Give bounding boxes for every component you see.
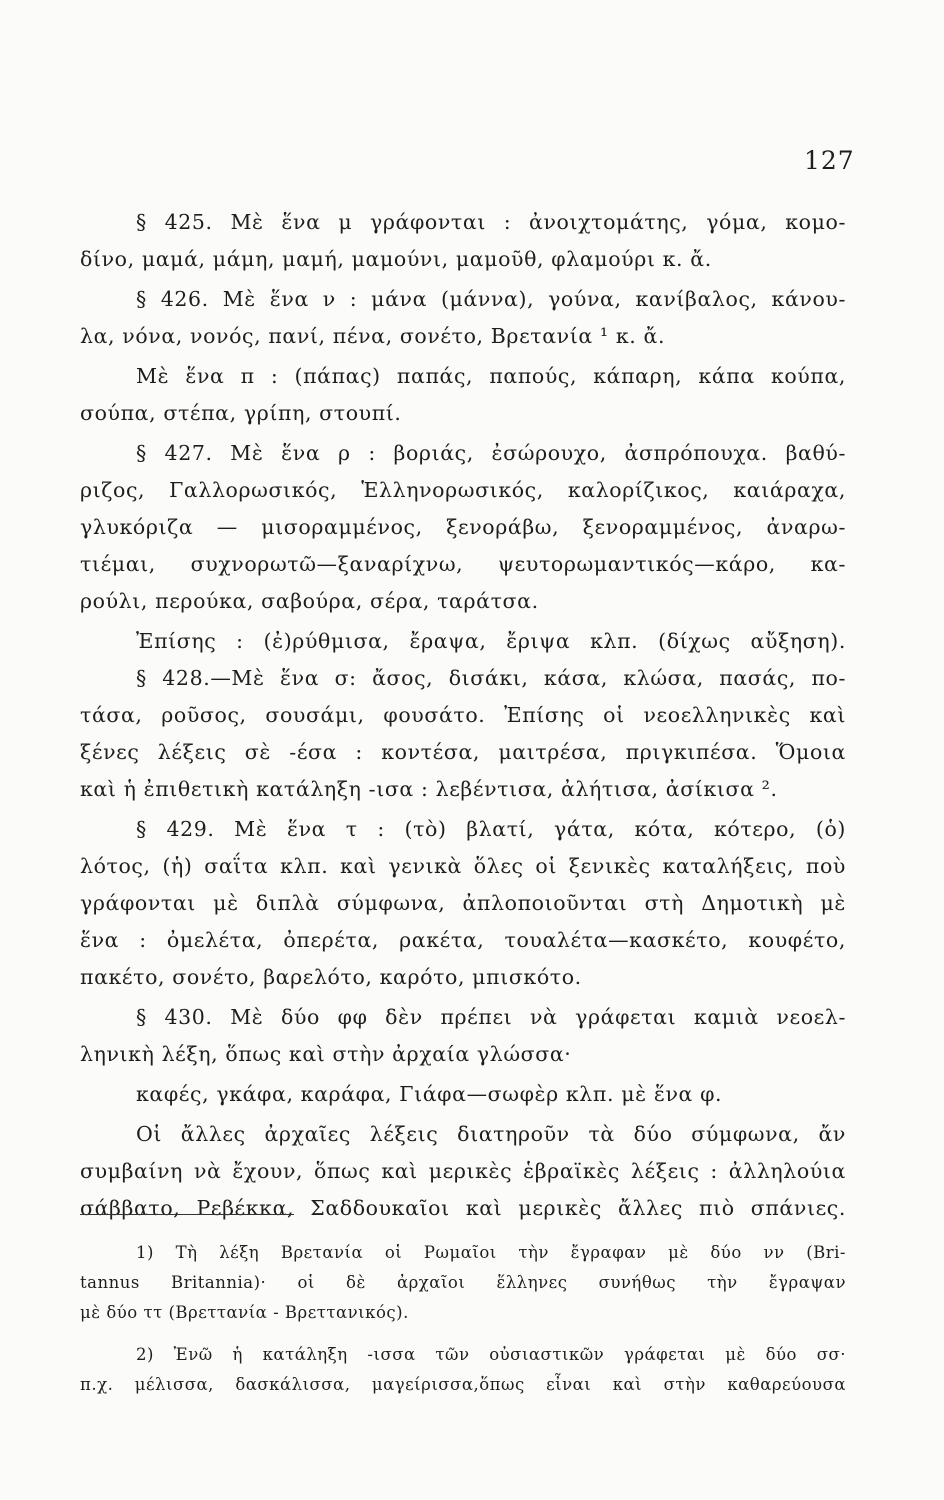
body-text: λότος, (ἡ) σαΐτα κλπ. καὶ γενικὰ ὅλες οἱ ξενικὲς καταλήξεις, ποὺ bbox=[80, 854, 846, 878]
footnote-line bbox=[80, 1340, 846, 1370]
footnote-text: 2) Ἐνῶ ἡ κατάληξη -ισσα τῶν οὐσιαστικῶν γράφεται μὲ δύο σσ· bbox=[136, 1345, 846, 1364]
body-line bbox=[80, 546, 846, 583]
body-text: ληνικὴ λέξη, ὅπως καὶ στὴν ἀρχαία γλώσσα· bbox=[80, 1042, 572, 1066]
body-text: ριζος, Γαλλορωσικός, Ἑλληνορωσικός, καλορίζικος, καιάραχα, bbox=[80, 478, 846, 502]
page-number: 127 bbox=[804, 146, 855, 175]
body-text: τιέμαι, συχνορωτῶ—ξαναρίχνω, ψευτορωμαντικός—κάρο, κα- bbox=[80, 552, 846, 576]
footnote-text: tannus Britannia)· οἱ δὲ ἀρχαῖοι ἕλληνες συνήθως τὴν ἔγραψαν bbox=[80, 1273, 846, 1292]
body-text: καὶ ἡ ἐπιθετικὴ κατάληξη -ισα : λεβέντισα, ἀλήτισα, ἀσίκισα ². bbox=[80, 777, 778, 801]
body-line bbox=[80, 204, 846, 241]
footnote-divider bbox=[80, 1214, 294, 1215]
body-text: συμβαίνη νὰ ἔχουν, ὅπως καὶ μερικὲς ἑβραϊκὲς λέξεις : ἀλληλούια bbox=[80, 1159, 846, 1183]
body-text: § 426. Μὲ ἕνα ν : μάνα (μάννα), γούνα, κανίβαλος, κάνου- bbox=[136, 287, 846, 311]
footnote-line bbox=[80, 1268, 846, 1298]
body-line bbox=[80, 623, 846, 660]
body-text: Οἱ ἄλλες ἀρχαῖες λέξεις διατηροῦν τὰ δύο σύμφωνα, ἄν bbox=[136, 1122, 846, 1146]
body-line bbox=[80, 1076, 846, 1113]
footnote-line bbox=[80, 1370, 846, 1400]
body-line bbox=[80, 241, 846, 278]
body-text: γλυκόριζα — μισοραμμένος, ξενοράβω, ξενοραμμένος, ἀναρω- bbox=[80, 515, 846, 539]
body-text: σούπα, στέπα, γρίπη, στουπί. bbox=[80, 401, 402, 425]
body-text: γράφονται μὲ διπλὰ σύμφωνα, ἀπλοποιοῦνται στὴ Δημοτικὴ μὲ bbox=[80, 891, 846, 915]
footnote-line bbox=[80, 1298, 846, 1328]
body-line bbox=[80, 999, 846, 1036]
footnote-text: π.χ. μέλισσα, δασκάλισσα, μαγείρισσα,ὅπως εἶναι καὶ στὴν καθαρεύουσα bbox=[80, 1375, 846, 1394]
body-text: § 425. Μὲ ἕνα μ γράφονται : ἀνοιχτομάτης, γόμα, κομο- bbox=[136, 210, 846, 234]
body-line bbox=[80, 811, 846, 848]
body-text: τάσα, ροῦσος, σουσάμι, φουσάτο. Ἐπίσης οἱ νεοελληνικὲς καὶ bbox=[80, 703, 846, 727]
body-text: ρούλι, περούκα, σαβούρα, σέρα, ταράτσα. bbox=[80, 589, 539, 613]
body-text: δίνο, μαμά, μάμη, μαμή, μαμούνι, μαμοῦθ, φλαμούρι κ. ἄ. bbox=[80, 247, 712, 271]
body-text: § 427. Μὲ ἕνα ρ : βοριάς, ἐσώρουχο, ἀσπρόπουχα. βαθύ- bbox=[136, 441, 846, 465]
body-line bbox=[80, 922, 846, 959]
body-line bbox=[80, 435, 846, 472]
body-line bbox=[80, 771, 846, 808]
body-text: ἕνα : ὀμελέτα, ὀπερέτα, ρακέτα, τουαλέτα—κασκέτο, κουφέτο, bbox=[80, 928, 846, 952]
body-line bbox=[80, 959, 846, 996]
footnote-text: 1) Τὴ λέξη Βρετανία οἱ Ρωμαῖοι τὴν ἔγραφαν μὲ δύο νν (Bri- bbox=[136, 1243, 846, 1262]
body-line bbox=[80, 395, 846, 432]
footnote-line bbox=[80, 1238, 846, 1268]
footnote-text: μὲ δύο ττ (Βρεττανία - Βρεττανικός). bbox=[80, 1303, 409, 1322]
body-line bbox=[80, 509, 846, 546]
body-text: Ἐπίσης : (ἐ)ρύθμισα, ἔραψα, ἔριψα κλπ. (δίχως αὔξηση). bbox=[136, 629, 846, 653]
body-line bbox=[80, 281, 846, 318]
body-text: § 430. Μὲ δύο φφ δὲν πρέπει νὰ γράφεται καμιὰ νεοελ- bbox=[136, 1005, 846, 1029]
body-text: § 428.—Μὲ ἕνα σ: ἄσος, δισάκι, κάσα, κλώσα, πασάς, πο- bbox=[136, 666, 846, 690]
body-line bbox=[80, 697, 846, 734]
body-line bbox=[80, 734, 846, 771]
body-text: λα, νόνα, νονός, πανί, πένα, σονέτο, Βρετανία ¹ κ. ἄ. bbox=[80, 324, 666, 348]
body-line bbox=[80, 1153, 846, 1190]
body-text: σάββατο, Ρεβέκκα, Σαδδουκαῖοι καὶ μερικὲς ἄλλες πιὸ σπάνιες. bbox=[80, 1196, 846, 1220]
body-line bbox=[80, 1116, 846, 1153]
body-line bbox=[80, 318, 846, 355]
body-text: καφές, γκάφα, καράφα, Γιάφα—σωφὲρ κλπ. μὲ ἕνα φ. bbox=[136, 1082, 723, 1106]
body-line bbox=[80, 358, 846, 395]
body-line bbox=[80, 848, 846, 885]
body-text: ξένες λέξεις σὲ -έσα : κοντέσα, μαιτρέσα, πριγκιπέσα. Ὅμοια bbox=[80, 740, 846, 764]
body-text: § 429. Μὲ ἕνα τ : (τὸ) βλατί, γάτα, κότα, κότερο, (ὁ) bbox=[136, 817, 846, 841]
body-line bbox=[80, 885, 846, 922]
body-line bbox=[80, 1190, 846, 1227]
body-line bbox=[80, 1036, 846, 1073]
body-text: πακέτο, σονέτο, βαρελότο, καρότο, μπισκότο. bbox=[80, 965, 582, 989]
footnotes bbox=[80, 1238, 846, 1400]
body-text: Μὲ ἕνα π : (πάπας) παπάς, παπούς, κάπαρη, κάπα κούπα, bbox=[136, 364, 846, 388]
body-line bbox=[80, 583, 846, 620]
body-line bbox=[80, 472, 846, 509]
body-text bbox=[80, 204, 846, 1227]
body-line bbox=[80, 660, 846, 697]
